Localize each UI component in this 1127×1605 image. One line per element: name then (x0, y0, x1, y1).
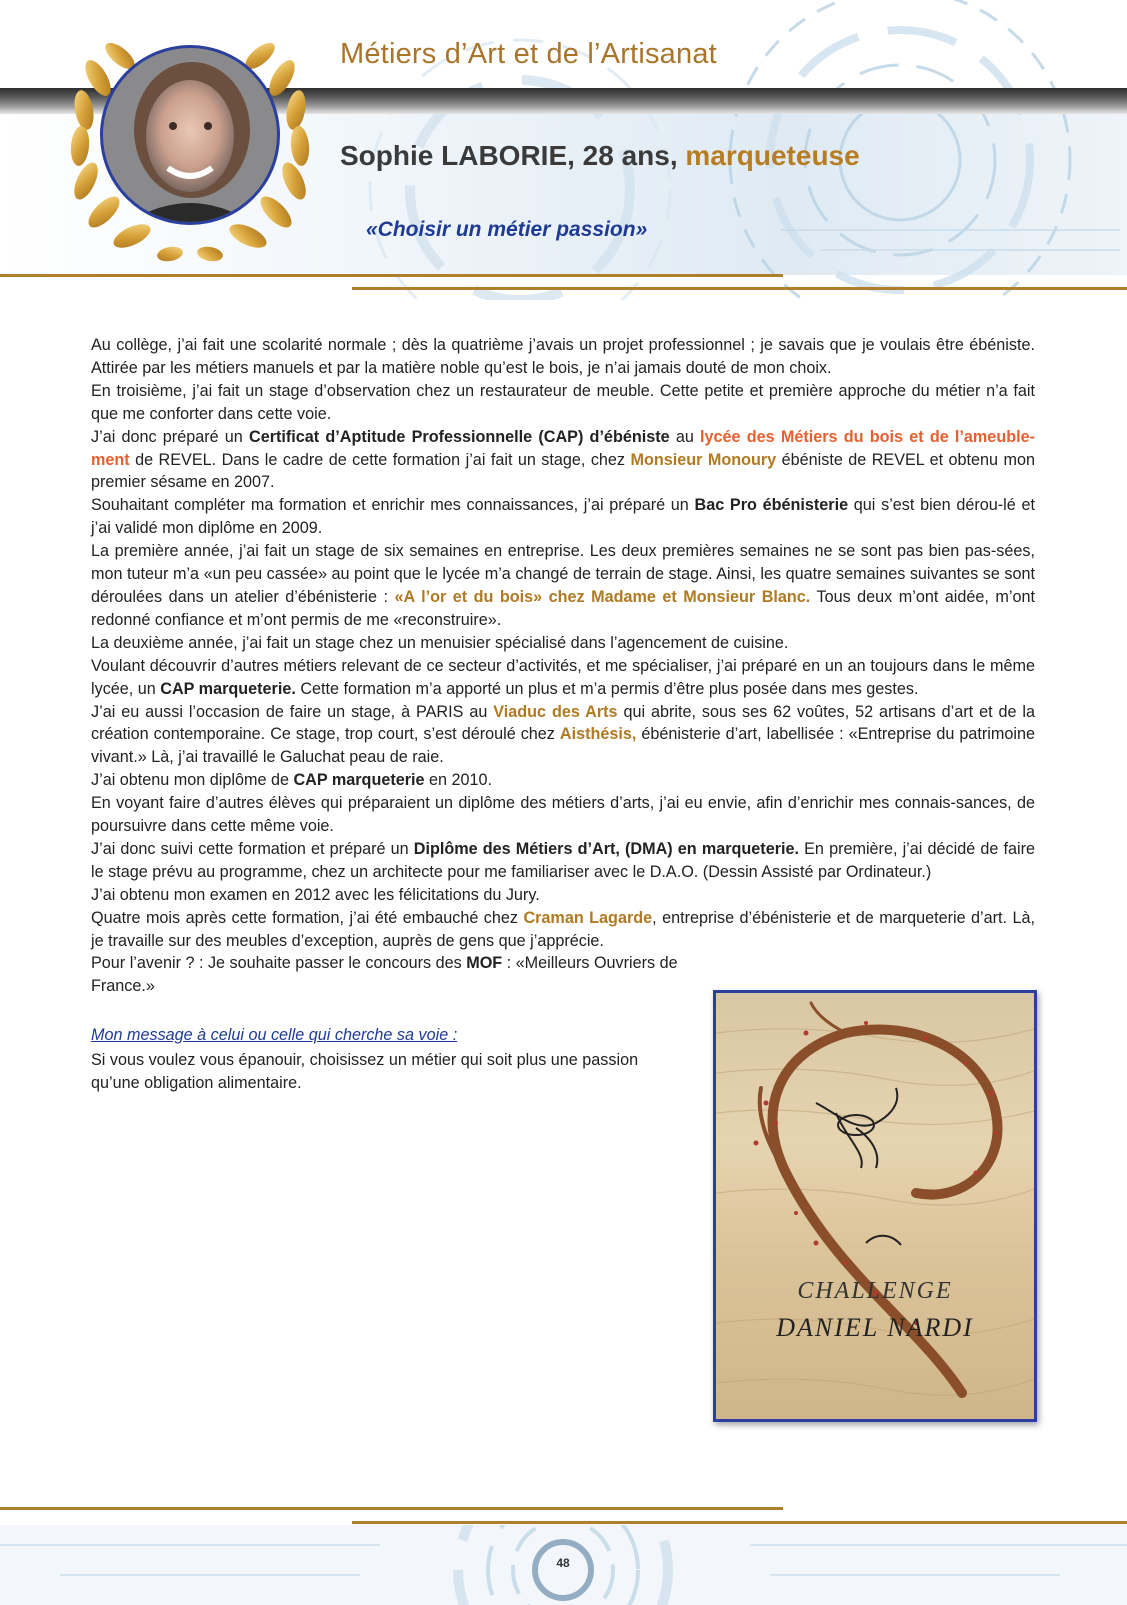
text: de REVEL. Dans le cadre de cette formation j’ai fait un stage, chez (129, 450, 631, 469)
text: qui abrite, sous ses 62 voûtes, 52 artisans d’art et de la création contemporaine. Ce stage, trop court, s’est déroulé chez (91, 702, 1036, 744)
highlight-aisthesis: Aisthésis, (559, 725, 637, 744)
text: J’ai donc préparé un (91, 427, 250, 446)
paragraph: La deuxième année, j’ai fait un stage chez un menuisier spécialisé dans l’agencement de cuisine. (91, 633, 789, 652)
paragraph: En troisième, j’ai fait un stage d’observation chez un restaurateur de meuble. Cette petite et première approche du métier n’a fait que me conforter dans cette voie. (91, 381, 1035, 423)
message-text: Si vous voulez vous épanouir, choisissez un métier qui soit plus une passion qu’une obligation alimentaire. (91, 1051, 639, 1092)
paragraph (91, 701, 1035, 770)
text: ébénisterie d’art, labellisée : «Entreprise du patrimoine vivant.» Là, j’ai travaillé le Galuchat peau de raie. (91, 725, 1035, 767)
artwork-illustration (716, 993, 1034, 1419)
series-title: Métiers d’Art et de l’Artisanat (340, 38, 717, 70)
headline-quote: «Choisir un métier passion» (366, 218, 648, 241)
person-name: Sophie LABORIE, 28 ans, (340, 140, 686, 171)
article-body (91, 334, 1035, 998)
text: J’ai eu aussi l’occasion de faire un stage, à PARIS au (91, 702, 494, 721)
highlight-cap: Certificat d’Aptitude Professionnelle (CAP) d’ébéniste (249, 427, 670, 446)
highlight-cap-marqueterie-2: CAP marqueterie (293, 771, 425, 790)
text: : «Meilleurs Ouvriers de France.» (91, 954, 678, 996)
header-divider-bottom (352, 287, 1127, 290)
text: Pour l’avenir ? : Je souhaite passer le concours des (91, 954, 467, 973)
paragraph (91, 952, 683, 998)
highlight-monoury: Monsieur Monoury (630, 450, 777, 469)
artwork-text-challenge: CHALLENGE (797, 1278, 953, 1304)
paragraph (91, 494, 1035, 540)
paragraph: J’ai obtenu mon examen en 2012 avec les félicitations du Jury. (91, 885, 540, 904)
text: en 2010. (424, 771, 493, 790)
text: Tous deux m’ont aidée, m’ont redonné confiance et m’ont permis de me «reconstruire». (91, 587, 1035, 629)
highlight-craman: Craman Lagarde (523, 908, 653, 927)
highlight-mof: MOF (466, 954, 503, 973)
portrait-with-laurel (60, 18, 320, 268)
paragraph: En voyant faire d’autres élèves qui préparaient un diplôme des métiers d’arts, j’ai eu envie, afin d’enrichir mes connais-sances, de poursuivre dans cette même voie. (91, 794, 1035, 836)
footer-divider-bottom (352, 1521, 1127, 1524)
highlight-viaduc: Viaduc des Arts (493, 702, 618, 721)
paragraph (91, 838, 1035, 884)
page-number: 48 (556, 1556, 570, 1570)
text: Cette formation m’a apporté un plus et m’a permis d’être plus posée dans mes gestes. (295, 679, 919, 698)
paragraph: Au collège, j’ai fait une scolarité normale ; dès la quatrième j’avais un projet professionnel ; je savais que je voulais être ébéniste. Attirée par les métiers manuels et par la matière noble qu’est le bois, je n’ai jamais douté de mon choix. (91, 336, 1035, 377)
text: Souhaitant compléter ma formation et enrichir mes connaissances, j’ai préparé un (91, 496, 695, 515)
text: J’ai donc suivi cette formation et préparé un (91, 839, 414, 858)
text: ébéniste de REVEL et obtenu mon premier sésame en 2007. (91, 450, 1035, 492)
text: La première année, j’ai fait un stage de six semaines en entreprise. Les deux premières semaines ne se sont pas bien pas-sées, mon tuteur m’a «un peu cassée» au point que le lycée m’a changé de terrain de stage. Ainsi, les quatre semaines suivantes se sont déroulées dans un atelier d’ébénisterie : (91, 542, 1035, 606)
text: qui s’est bien dérou-lé et j’ai validé mon diplôme en 2009. (91, 496, 1035, 538)
marquetry-artwork-image (713, 990, 1037, 1422)
artwork-text-name: DANIEL NARDI (776, 1313, 974, 1342)
person-job: marqueteuse (685, 140, 860, 171)
text: au (669, 427, 701, 446)
paragraph (91, 540, 1035, 632)
paragraph (91, 907, 1035, 953)
text: , entreprise d’ébénisterie et de marqueterie d’art. Là, je travaille sur des meubles d’exception, auprès de gens que j’apprécie. (91, 908, 1036, 950)
highlight-dma: Diplôme des Métiers d’Art, (DMA) en marqueterie. (413, 839, 799, 858)
footer-divider-top (0, 1507, 783, 1510)
highlight-bac-pro: Bac Pro ébénisterie (694, 496, 849, 515)
header-divider-top (0, 274, 783, 277)
portrait-image (60, 18, 320, 268)
text: En première, j’ai décidé de faire le stage prévu au programme, chez un architecte pour me familiariser avec le D.A.O. (Dessin Assisté par Ordinateur.) (91, 839, 1035, 881)
highlight-cap-marqueterie: CAP marqueterie. (160, 679, 296, 698)
text: Quatre mois après cette formation, j’ai été embauché chez (91, 908, 524, 927)
text: J’ai obtenu mon diplôme de (91, 771, 294, 790)
person-heading (340, 140, 860, 172)
paragraph (91, 655, 1035, 701)
message-heading: Mon message à celui ou celle qui cherche sa voie : (91, 1026, 458, 1044)
page-header (0, 0, 1127, 300)
highlight-atelier: «A l’or et du bois» chez Madame et Monsieur Blanc. (394, 587, 811, 606)
text: Voulant découvrir d’autres métiers relevant de ce secteur d’activités, et me spécialiser, j’ai préparé en un an toujours dans le même lycée, un (91, 656, 1035, 698)
paragraph (91, 426, 1035, 495)
highlight-lycee: lycée des Métiers du bois et de l’ameuble-ment (91, 427, 1035, 469)
paragraph (91, 769, 1035, 792)
